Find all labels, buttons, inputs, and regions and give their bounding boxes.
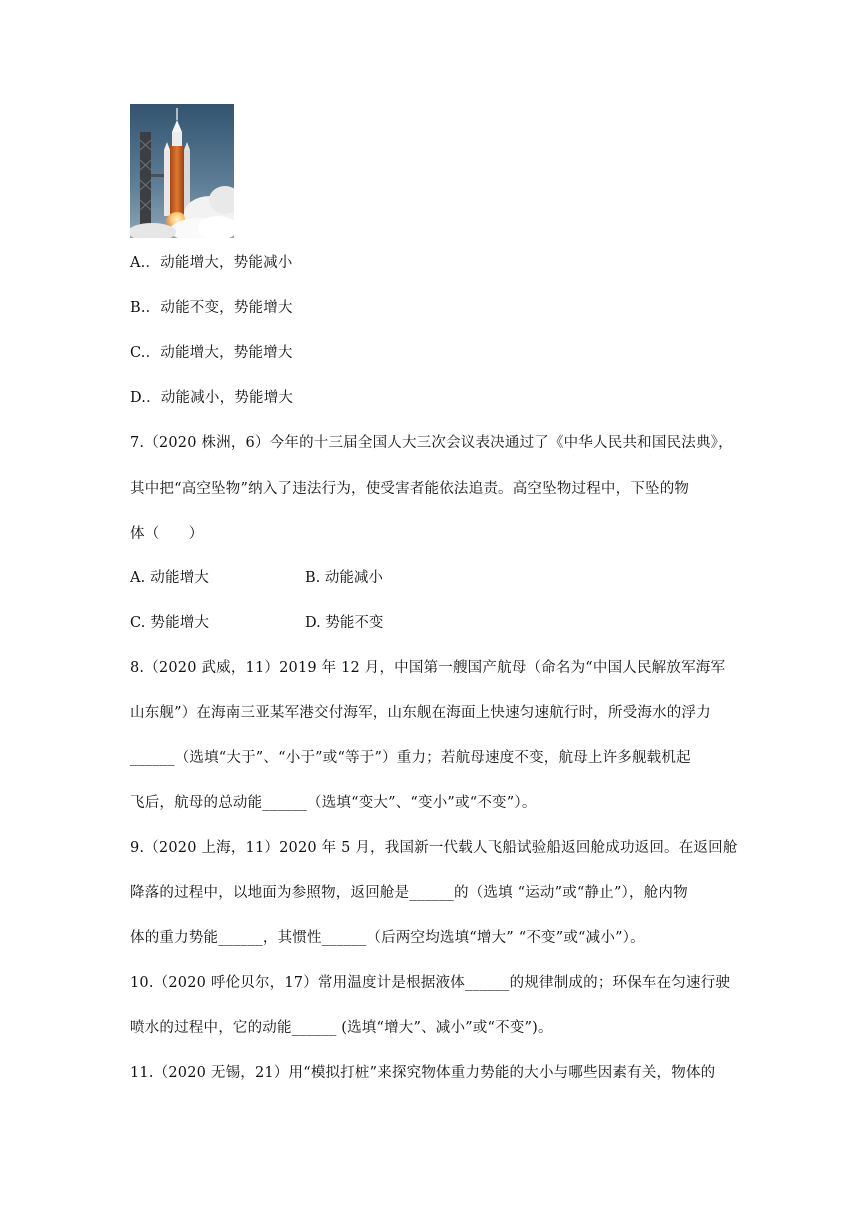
q6-option-b: B.．动能不变，势能增大 <box>130 300 293 316</box>
q10-line-2: 喷水的过程中，它的动能______ (选填“增大”、减小”或“不变”)。 <box>130 1020 553 1036</box>
q8-line-3: ______（选填“大于”、“小于”或“等于”）重力；若航母速度不变，航母上许多舰载机起 <box>130 750 691 766</box>
q6-option-a: A.．动能增大，势能减小 <box>130 255 293 271</box>
q7-option-a: A. 动能增大 <box>130 570 210 586</box>
q10-line-1: 10.（2020 呼伦贝尔，17）常用温度计是根据液体______的规律制成的；环保车在匀速行驶 <box>130 975 731 991</box>
q7-line-3: 体（ ） <box>130 526 204 542</box>
q7-option-d: D. 势能不变 <box>305 615 384 631</box>
q8-line-4: 飞后，航母的总动能______（选填“变大”、“变小”或“不变”）。 <box>130 795 537 811</box>
q9-line-2: 降落的过程中，以地面为参照物，返回舱是______的（选填 “运动”或“静止”），舱内物 <box>130 885 688 901</box>
rocket-launch-icon <box>130 104 234 238</box>
q9-line-1: 9.（2020 上海，11）2020 年 5 月，我国新一代载人飞船试验船返回舱成功返回。在返回舱 <box>130 840 738 856</box>
q11-line-1: 11.（2020 无锡，21）用“模拟打桩”来探究物体重力势能的大小与哪些因素有关，物体的 <box>130 1065 716 1081</box>
q7-option-c: C. 势能增大 <box>130 615 210 631</box>
q6-option-d: D.．动能减小，势能增大 <box>130 390 294 406</box>
q8-line-1: 8.（2020 武威，11）2019 年 12 月，中国第一艘国产航母（命名为“中国人民解放军海军 <box>130 660 726 676</box>
q6-option-c: C.．动能增大，势能增大 <box>130 345 293 361</box>
q7-line-1: 7.（2020 株洲，6）今年的十三届全国人大三次会议表决通过了《中华人民共和国民法典》， <box>130 435 733 451</box>
q7-line-2: 其中把“高空坠物”纳入了违法行为，使受害者能依法追责。高空坠物过程中，下坠的物 <box>130 481 690 497</box>
q7-option-b: B. 动能减小 <box>305 570 383 586</box>
q9-line-3: 体的重力势能______，其惯性______（后两空均选填“增大” “不变”或“减小”）。 <box>130 930 645 946</box>
q8-line-2: 山东舰”）在海南三亚某军港交付海军，山东舰在海面上快速匀速航行时，所受海水的浮力 <box>130 705 711 721</box>
rocket-launch-image <box>130 104 234 238</box>
